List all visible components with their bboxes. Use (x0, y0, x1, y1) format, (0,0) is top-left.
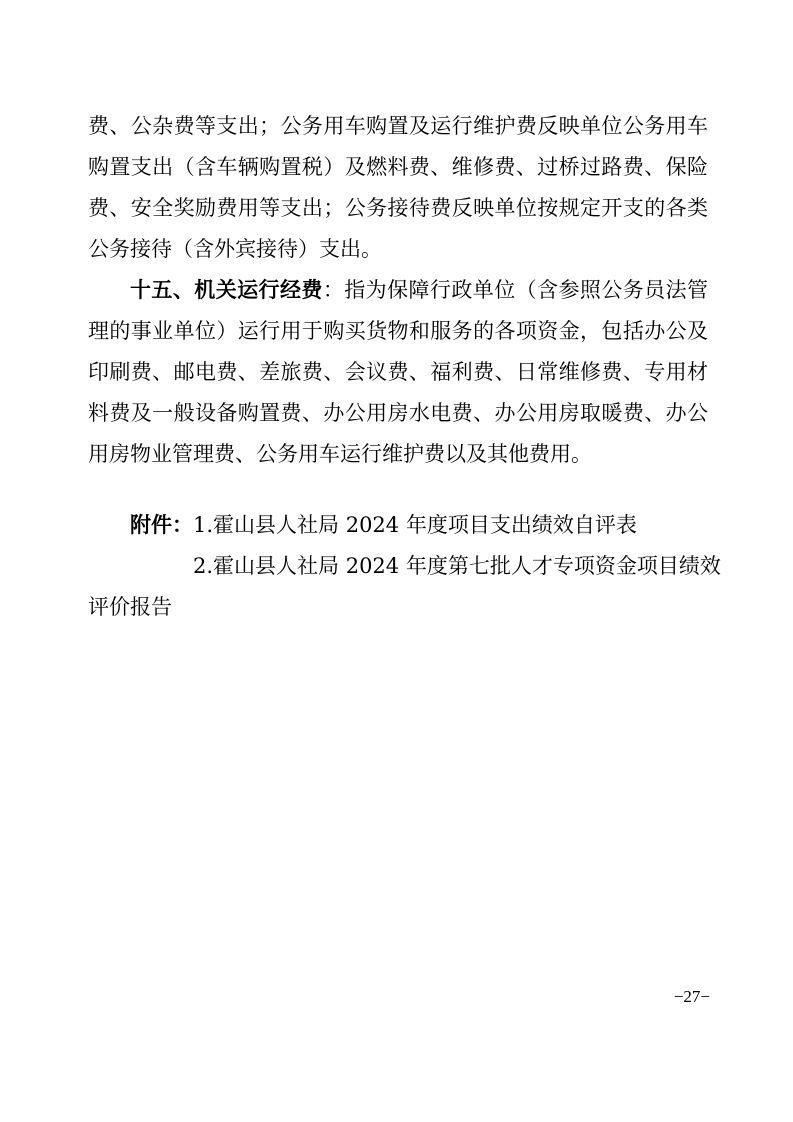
paragraph-1-line-1: 费、公杂费等支出；公务用车购置及运行维护费反映单位公务用车 (88, 114, 708, 138)
attachment-line-1 (130, 505, 708, 545)
attachment-item-1: 1.霍山县人社局 2024 年度项目支出绩效自评表 (193, 513, 637, 537)
attachment-item-2-line-1: 2.霍山县人社局 2024 年度第七批人才专项资金项目绩效 (193, 554, 721, 578)
paragraph-2-line-4: 料费及一般设备购置费、办公用房水电费、办公用房取暖费、办公 (88, 401, 708, 425)
section-heading: 十五、机关运行经费 (130, 278, 323, 302)
page-number: −27− (673, 987, 710, 1006)
paragraph-2-line-3: 印刷费、邮电费、差旅费、会议费、福利费、日常维修费、专用材 (88, 360, 708, 384)
paragraph-1-line-3: 费、安全奖励费用等支出；公务接待费反映单位按规定开支的各类 (88, 196, 708, 220)
attachments-label: 附件： (130, 513, 193, 537)
paragraph-2-line-2: 理的事业单位）运行用于购买货物和服务的各项资金，包括办公及 (88, 319, 708, 343)
paragraph-1-line-4: 公务接待（含外宾接待）支出。 (88, 237, 382, 261)
paragraph-2-first-line-text: ：指为保障行政单位（含参照公务员法管 (322, 278, 709, 302)
paragraph-2-line-1 (130, 270, 708, 310)
attachment-item-2-line-2: 评价报告 (88, 595, 172, 619)
paragraph-2-line-5: 用房物业管理费、公务用车运行维护费以及其他费用。 (88, 442, 592, 466)
paragraph-1-line-2: 购置支出（含车辆购置税）及燃料费、维修费、过桥过路费、保险 (88, 155, 708, 179)
